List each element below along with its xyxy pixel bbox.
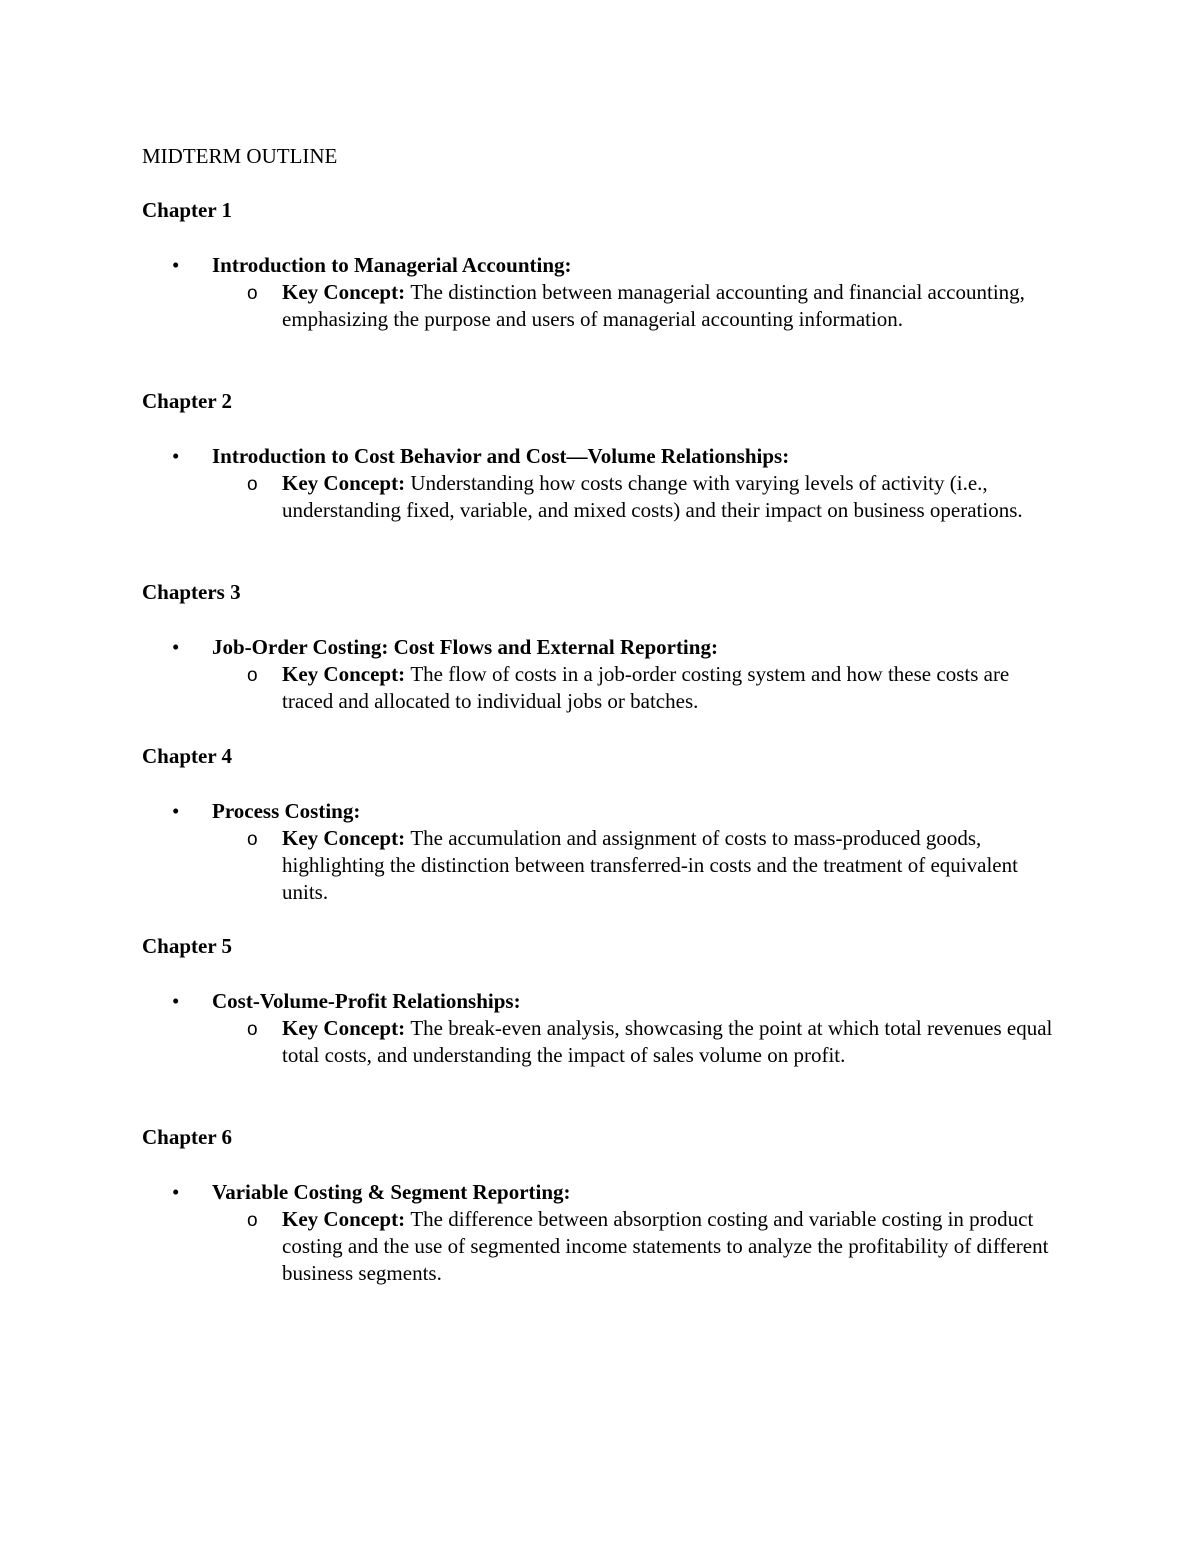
concept-label: Key Concept:	[282, 662, 411, 686]
chapter-heading: Chapter 2	[142, 389, 233, 413]
topic-item	[142, 252, 1062, 333]
concept-description: The break-even analysis, showcasing the point at which total revenues equal total costs, and understanding the impact of sales volume on profit.	[282, 1016, 1053, 1067]
chapter-section-3	[142, 579, 1062, 715]
concept-description: Understanding how costs change with varying levels of activity (i.e., understanding fixed, variable, and mixed costs) and their impact on business operations.	[282, 471, 1023, 522]
concept-item	[212, 470, 1062, 524]
topic-title: Variable Costing & Segment Reporting:	[212, 1180, 571, 1204]
concept-label: Key Concept:	[282, 280, 411, 304]
concept-item	[212, 825, 1062, 906]
sub-bullet-icon: o	[247, 829, 258, 850]
concept-description: The flow of costs in a job-order costing system and how these costs are traced and allocated to individual jobs or batches.	[282, 662, 1010, 713]
sub-bullet-icon: o	[247, 665, 258, 686]
concept-description: The distinction between managerial accounting and financial accounting, emphasizing the purpose and users of managerial accounting information.	[282, 280, 1025, 331]
bullet-icon: •	[172, 989, 180, 1013]
topic-title: Cost-Volume-Profit Relationships:	[212, 989, 521, 1013]
concept-label: Key Concept:	[282, 1016, 411, 1040]
topic-item	[142, 1179, 1062, 1287]
concept-item	[212, 279, 1062, 333]
bullet-icon: •	[172, 635, 180, 659]
topic-title: Introduction to Managerial Accounting:	[212, 253, 572, 277]
concept-item	[212, 661, 1062, 715]
concept-item	[212, 1015, 1062, 1069]
topic-item	[142, 634, 1062, 715]
document-title: MIDTERM OUTLINE	[142, 144, 338, 168]
concept-description: The difference between absorption costing and variable costing in product costing and the use of segmented income statements to analyze the profitability of different business segments.	[282, 1207, 1049, 1285]
concept-description: The accumulation and assignment of costs to mass-produced goods, highlighting the distinction between transferred-in costs and the treatment of equivalent units.	[282, 826, 1018, 904]
bullet-icon: •	[172, 444, 180, 468]
sub-bullet-icon: o	[247, 283, 258, 304]
topic-item	[142, 988, 1062, 1069]
concept-label: Key Concept:	[282, 1207, 411, 1231]
topic-item	[142, 798, 1062, 906]
chapter-heading: Chapters 3	[142, 580, 241, 604]
bullet-icon: •	[172, 799, 180, 823]
concept-label: Key Concept:	[282, 826, 411, 850]
sub-bullet-icon: o	[247, 474, 258, 495]
topic-item	[142, 443, 1062, 524]
concept-label: Key Concept:	[282, 471, 411, 495]
chapter-section-4	[142, 743, 1062, 906]
chapter-heading: Chapter 1	[142, 198, 233, 222]
chapter-section-1	[142, 197, 1062, 333]
chapter-section-6	[142, 1124, 1062, 1287]
concept-item	[212, 1206, 1062, 1287]
bullet-icon: •	[172, 1180, 180, 1204]
chapter-heading: Chapter 4	[142, 744, 233, 768]
topic-title: Process Costing:	[212, 799, 361, 823]
topic-title: Introduction to Cost Behavior and Cost—Volume Relationships:	[212, 444, 790, 468]
chapter-section-5	[142, 933, 1062, 1069]
sub-bullet-icon: o	[247, 1210, 258, 1231]
chapter-section-2	[142, 388, 1062, 524]
chapter-heading: Chapter 6	[142, 1125, 233, 1149]
sub-bullet-icon: o	[247, 1019, 258, 1040]
bullet-icon: •	[172, 253, 180, 277]
topic-title: Job-Order Costing: Cost Flows and External Reporting:	[212, 635, 718, 659]
chapter-heading: Chapter 5	[142, 934, 233, 958]
